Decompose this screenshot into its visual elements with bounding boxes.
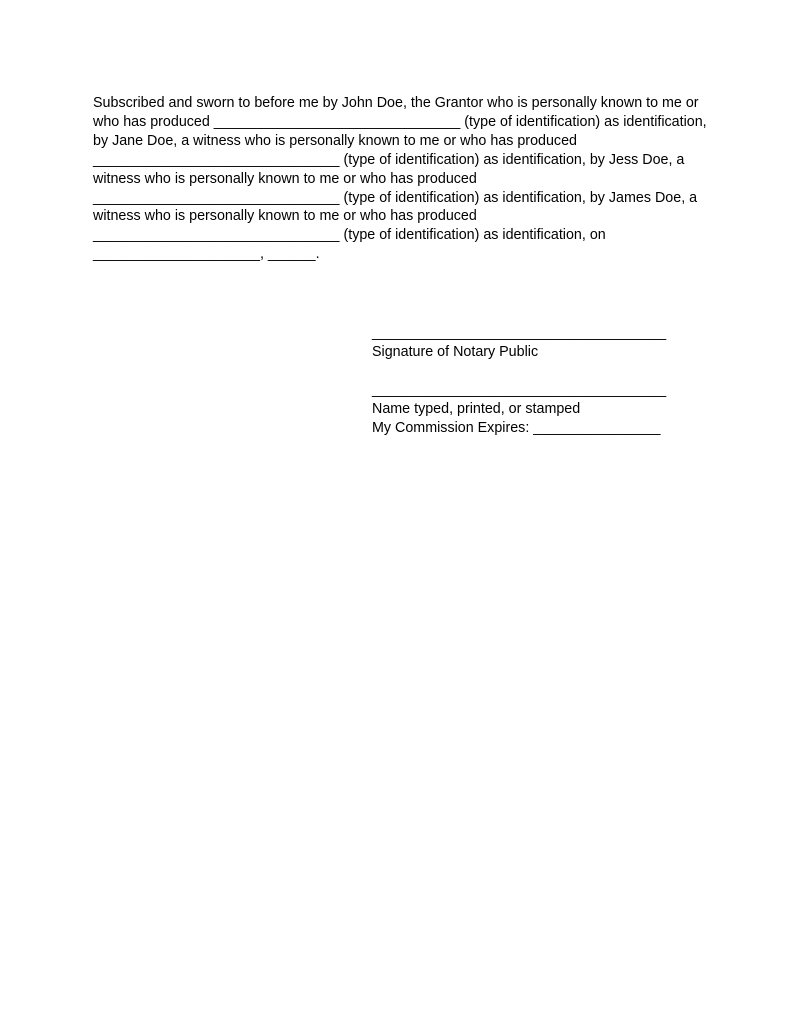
- jurat-paragraph: [93, 94, 708, 264]
- jurat-line: _____________________, ______.: [93, 246, 320, 263]
- notary-signature-block: [372, 324, 672, 438]
- jurat-line: Subscribed and sworn to before me by John Doe, the Grantor who is personally known to me or: [93, 95, 699, 111]
- notary-name-label: Name typed, printed, or stamped: [372, 400, 581, 417]
- notary-name-line: _____________________________________: [372, 381, 667, 398]
- jurat-line: who has produced _______________________________ (type of identification) as identification,: [93, 113, 707, 130]
- jurat-line: _______________________________ (type of identification) as identification, by Jess Doe, a: [93, 151, 685, 168]
- jurat-line: witness who is personally known to me or who has produced: [93, 170, 477, 187]
- spacer: [372, 362, 672, 381]
- jurat-line: _______________________________ (type of identification) as identification, on: [93, 227, 606, 244]
- jurat-line: by Jane Doe, a witness who is personally known to me or who has produced: [93, 132, 577, 149]
- jurat-line: witness who is personally known to me or who has produced: [93, 208, 477, 225]
- jurat-line: _______________________________ (type of identification) as identification, by James Doe, a: [93, 189, 698, 206]
- notary-signature-label: Signature of Notary Public: [372, 343, 539, 360]
- commission-expires-label: My Commission Expires: ________________: [372, 419, 661, 436]
- notary-signature-line: _____________________________________: [372, 325, 667, 341]
